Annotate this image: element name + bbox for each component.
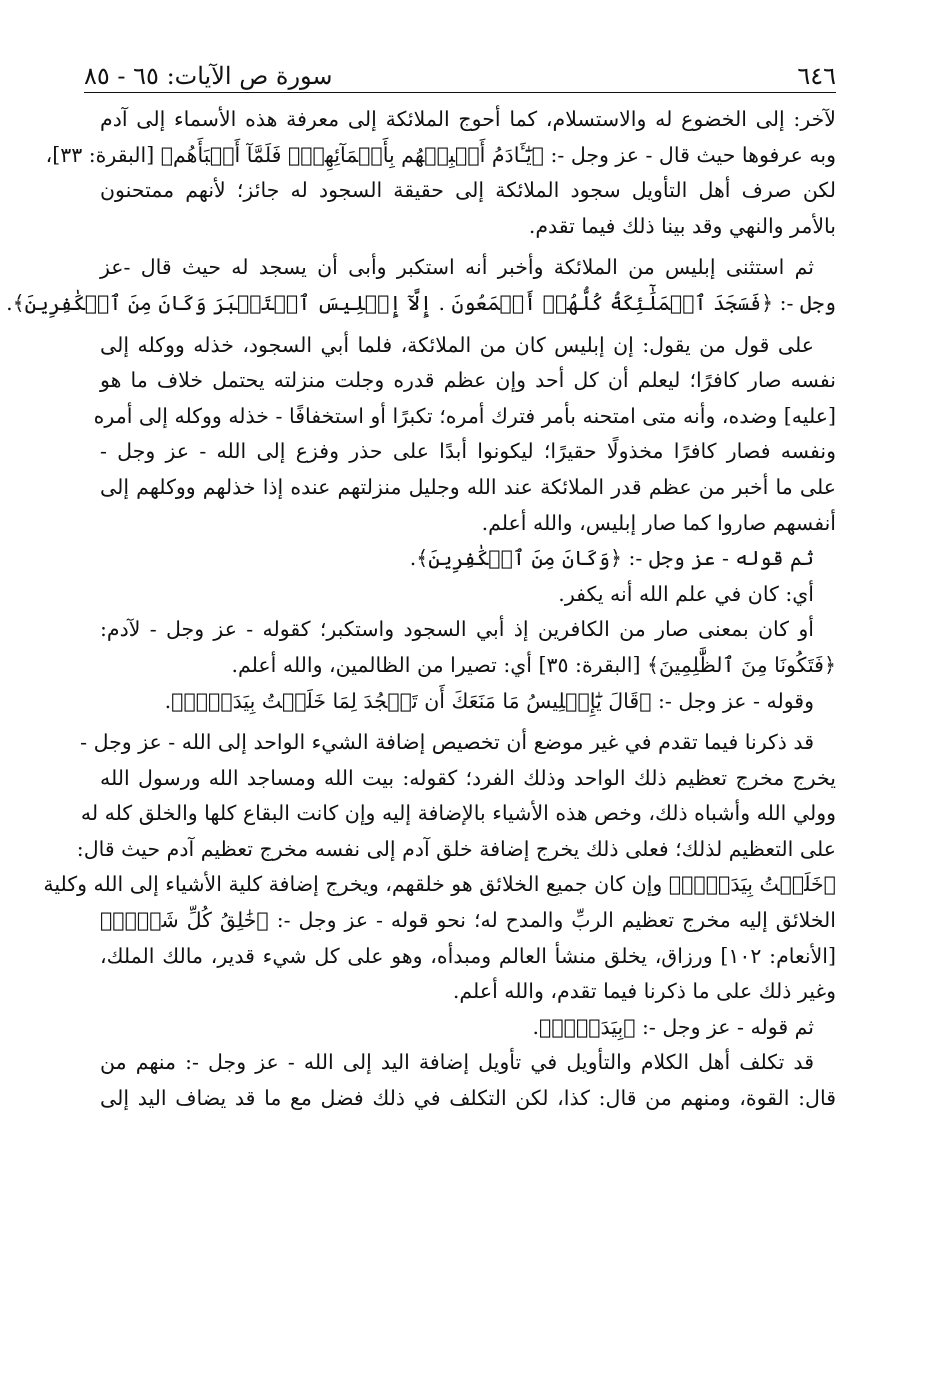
paragraph-start-line: قد ذكرنا فيما تقدم في غير موضع أن تخصيص إضافة الشيء الواحد إلى الله - عز وجل -	[80, 730, 814, 755]
text-line: نفسه صار كافرًا؛ ليعلم أن كل أحد وإن عظم قدره وجلت منزلته يحتمل خلاف ما هو	[100, 368, 836, 393]
paragraph-start-line: ثم استثنى إبليس من الملائكة وأخبر أنه استكبر وأبى أن يسجد له حيث قال -عز	[100, 255, 814, 280]
text-line: لآخر: إلى الخضوع له والاستسلام، كما أحوج الملائكة إلى معرفة هذه الأسماء إلى آدم	[100, 107, 836, 131]
page-number: ٦٤٦	[797, 62, 836, 90]
paragraph-start-line: وقوله - عز وجل -: ﴿قَالَ يَٰٓإِبۡلِيسُ مَا مَنَعَكَ أَن تَسۡجُدَ لِمَا خَلَقۡتُ بِيَدَيَّۖ﴾.	[164, 688, 814, 713]
text-line: ﴿خَلَقۡتُ بِيَدَيَّۖ﴾ وإن كان جميع الخلائق هو خلقهم، ويخرج إضافة كلية الأشياء إلى الله وكلية	[43, 872, 836, 897]
paragraph-start-line: ثم قوله - عز وجل -: ﴿وَكَانَ مِنَ ٱلۡكَٰفِرِينَ﴾.	[409, 546, 814, 571]
text-line: الخلائق إليه مخرج تعظيم الربِّ والمدح له؛ نحو قوله - عز وجل -: ﴿خَٰلِقُ كُلِّ شَيۡءٖ﴾	[100, 908, 836, 933]
text-line: قال: القوة، ومنهم من قال: كذا، لكن التكلف في ذلك فضل مع ما قد يضاف اليد إلى	[100, 1086, 836, 1111]
paragraph-start-line: على قول من يقول: إن إبليس كان من الملائكة، فلما أبي السجود، خذله ووكله إلى	[100, 332, 814, 357]
page-header	[84, 44, 836, 90]
text-line: وولي الله وأشباه ذلك، وخص هذه الأشياء بالإضافة إليه وإن كانت البقاع كلها والخلق كله له	[80, 801, 836, 826]
page-body	[6, 102, 836, 1117]
text-line: وجل -: ﴿فَسَجَدَ ٱلۡمَلَٰٓئِكَةُ كُلُّهُمۡ أَجۡمَعُونَ . إِلَّآ إِبۡلِيسَ ٱسۡتَكۡبَرَ وَكَانَ مِنَ ٱلۡكَٰفِرِينَ﴾.	[6, 290, 836, 315]
paragraph-start-line: أو كان بمعنى صار من الكافرين إذ أبي السجود واستكبر؛ كقوله - عز وجل - لآدم:	[100, 617, 814, 642]
text-line: بالأمر والنهي وقد بينا ذلك فيما تقدم.	[528, 213, 836, 238]
text-line: على ما أخبر من عظم قدر الملائكة عند الله وجليل منزلتهم عنده إذا خذلهم ووكلهم إلى	[100, 474, 836, 499]
text-line: على التعظيم لذلك؛ فعلى ذلك يخرج إضافة خلق آدم إلى نفسه مخرج تعظيم آدم حيث قال:	[76, 836, 836, 861]
header-rule	[84, 92, 836, 93]
text-line: يخرج مخرج تعظيم ذلك الواحد وذلك الفرد؛ كقوله: بيت الله ومساجد الله ورسول الله	[100, 765, 836, 790]
paragraph-start-line: ثم قوله - عز وجل -: ﴿بِيَدَيَّۖ﴾.	[532, 1014, 814, 1039]
text-line: أنفسهم صاروا كما صار إبليس، والله أعلم.	[481, 510, 836, 535]
text-line: ونفسه فصار كافرًا مخذولًا حقيرًا؛ ليكونوا أبدًا على حذر وفزع إلى الله - عز وجل -	[100, 439, 836, 464]
running-title: سورة ص الآيات: ٦٥ - ٨٥	[84, 62, 333, 90]
text-line: وبه عرفوها حيث قال - عز وجل -: ﴿يَٰٓـَٔادَمُ أَنۢبِئۡهُم بِأَسۡمَآئِهِمۡۖ فَلَمَّآ أَنۢبَأَهُم﴾ [البقرة: ٣٣]،	[45, 142, 836, 167]
paragraph-start-line: أي: كان في علم الله أنه يكفر.	[558, 581, 814, 606]
text-line: وغير ذلك على ما ذكرنا فيما تقدم، والله أعلم.	[452, 979, 836, 1004]
text-line: لكن صرف أهل التأويل سجود الملائكة إلى حقيقة السجود له جائز؛ لأنهم ممتحنون	[100, 178, 836, 203]
paragraph-start-line: قد تكلف أهل الكلام والتأويل في تأويل إضافة اليد إلى الله - عز وجل -: منهم من	[100, 1050, 814, 1075]
text-line: [عليه] وضده، وأنه متى امتحنه بأمر فترك أمره؛ تكبرًا أو استخفافًا - خذله ووكله إلى أمره	[93, 403, 836, 428]
text-line: [الأنعام: ١٠٢] ورزاق، يخلق منشأ العالم ومبدأه، وهو على كل شيء قدير، مالك الملك،	[100, 943, 836, 968]
text-line: ﴿فَتَكُونَا مِنَ ٱلظَّٰلِمِينَ﴾ [البقرة: ٣٥] أي: تصيرا من الظالمين، والله أعلم.	[231, 652, 836, 677]
